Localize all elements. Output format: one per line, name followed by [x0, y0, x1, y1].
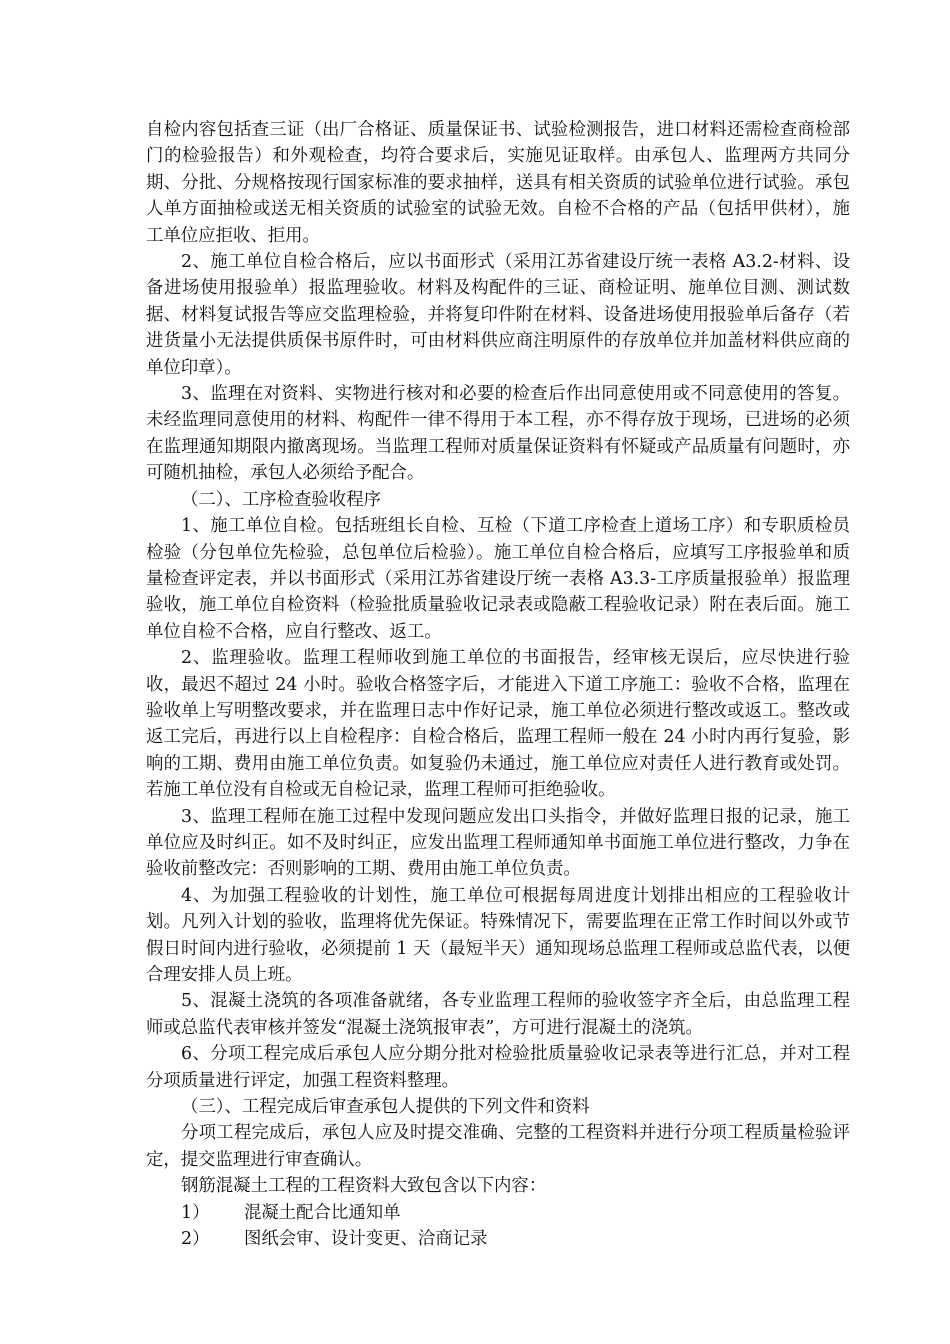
list-item-number: 2）: [181, 1229, 210, 1250]
paragraph: 5、混凝土浇筑的各项准备就绪，各专业监理工程师的验收签字齐全后，由总监理工程师或总监代表审核并签发“混凝土浇筑报审表”，方可进行混凝土的浇筑。: [146, 991, 850, 1038]
section-heading: （三）、工程完成后审查承包人提供的下列文件和资料: [181, 1097, 590, 1118]
section-heading: （二）、工序检查验收程序: [181, 489, 381, 510]
list-item-number: 1）: [181, 1202, 210, 1223]
list-item-text: 图纸会审、设计变更、洽商记录: [244, 1229, 488, 1250]
paragraph: 2、施工单位自检合格后，应以书面形式（采用江苏省建设厅统一表格 A3.2-材料、设备进场使用报验单）报监理验收。材料及构配件的三证、商检证明、施单位目测、测试数据、材料复试报告等应交监理检验，并将复印件附在材料、设备进场使用报验单后备存（若进货量小无法提供质保书原件时，可由材料供应商注明原件的存放单位并加盖材料供应商的单位印章）。: [146, 252, 850, 378]
paragraph: 3、监理在对资料、实物进行核对和必要的检查后作出同意使用或不同意使用的答复。未经监理同意使用的材料、构配件一律不得用于本工程，亦不得存放于现场，已进场的必须在监理通知期限内撤离现场。当监理工程师对质量保证资料有怀疑或产品质量有问题时，亦可随机抽检，承包人必须给予配合。: [146, 384, 850, 484]
paragraph: 6、分项工程完成后承包人应分期分批对检验批质量验收记录表等进行汇总，并对工程分项质量进行评定，加强工程资料整理。: [146, 1044, 850, 1091]
list-item: [146, 1200, 850, 1226]
paragraph: 自检内容包括查三证（出厂合格证、质量保证书、试验检测报告，进口材料还需检查商检部门的检验报告）和外观检查，均符合要求后，实施见证取样。由承包人、监理两方共同分期、分批、分规格按现行国家标准的要求抽样，送具有相关资质的试验单位进行试验。承包人单方面抽检或送无相关资质的试验室的试验无效。自检不合格的产品（包括甲供材），施工单位应拒收、拒用。: [146, 120, 850, 246]
list-item: [146, 1226, 850, 1252]
paragraph: 分项工程完成后，承包人应及时提交准确、完整的工程资料并进行分项工程质量检验评定，提交监理进行审查确认。: [146, 1123, 850, 1170]
paragraph: 1、施工单位自检。包括班组长自检、互检（下道工序检查上道场工序）和专职质检员检验（分包单位先检验，总包单位后检验）。施工单位自检合格后，应填写工序报验单和质量检查评定表，并以书面形式（采用江苏省建设厅统一表格 A3.3-工序质量报验单）报监理验收，施工单位自检资料（检验批质量验收记录表或隐蔽工程验收记录）附在表后面。施工单位自检不合格，应自行整改、返工。: [146, 516, 850, 642]
document-body: [146, 117, 850, 1252]
paragraph: 钢筋混凝土工程的工程资料大致包含以下内容：: [181, 1176, 547, 1197]
list-item-text: 混凝土配合比通知单: [244, 1202, 401, 1223]
paragraph: 3、监理工程师在施工过程中发现问题应发出口头指令，并做好监理日报的记录，施工单位应及时纠正。如不及时纠正，应发出监理工程师通知单书面施工单位进行整改，力争在验收前整改完：否则影响的工期、费用由施工单位负责。: [146, 806, 850, 880]
paragraph: 2、监理验收。监理工程师收到施工单位的书面报告，经审核无误后，应尽快进行验收，最迟不超过 24 小时。验收合格签字后，才能进入下道工序施工：验收不合格，监理在验收单上写明整改要求，并在监理日志中作好记录，施工单位必须进行整改或返工。整改或返工完后，再进行以上自检程序：自检合格后，监理工程师一般在 24 小时内再行复验，影响的工期、费用由施工单位负责。如复验仍未通过，施工单位应对责任人进行教育或处罚。若施工单位没有自检或无自检记录，监理工程师可拒绝验收。: [146, 648, 850, 801]
paragraph: 4、为加强工程验收的计划性，施工单位可根据每周进度计划排出相应的工程验收计划。凡列入计划的验收，监理将优先保证。特殊情况下，需要监理在正常工作时间以外或节假日时间内进行验收，必须提前 1 天（最短半天）通知现场总监理工程师或总监代表，以便合理安排人员上班。: [146, 885, 850, 985]
